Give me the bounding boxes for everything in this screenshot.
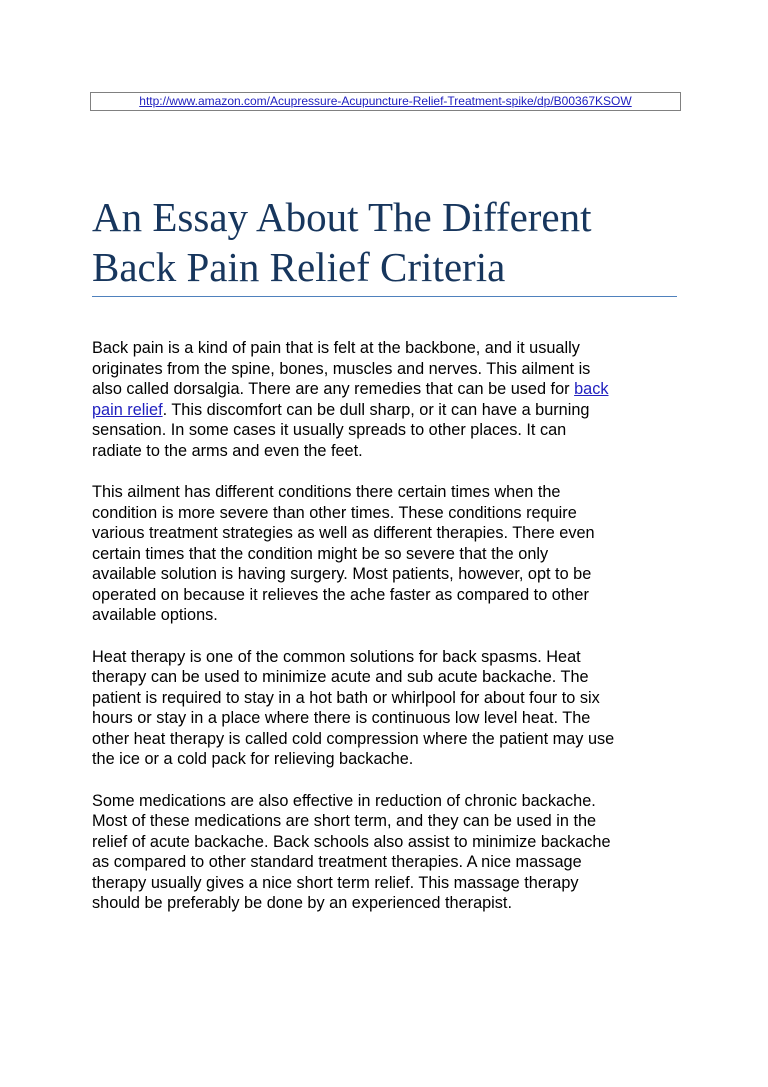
- paragraph-text: . This discomfort can be dull sharp, or it can have a burning: [162, 400, 590, 419]
- url-header-box: [90, 92, 681, 111]
- paragraph-3: [92, 647, 692, 770]
- paragraph-line: the ice or a cold pack for relieving backache.: [92, 750, 414, 768]
- paragraph-line: [92, 400, 692, 421]
- paragraph-line: other heat therapy is called cold compression where the patient may use: [92, 729, 615, 748]
- back-pain-relief-link-continued[interactable]: pain relief: [92, 400, 163, 419]
- paragraph-line: relief of acute backache. Back schools also assist to minimize backache: [92, 832, 611, 851]
- paragraph-line: as compared to other standard treatment therapies. A nice massage: [92, 853, 582, 871]
- paragraph-line: originates from the spine, bones, muscles and nerves. This ailment is: [92, 359, 591, 378]
- paragraph-line: hours or stay in a place where there is continuous low level heat. The: [92, 709, 591, 727]
- paragraph-line: therapy usually gives a nice short term relief. This massage therapy: [92, 873, 579, 892]
- title-line-2: Back Pain Relief Criteria: [92, 244, 506, 290]
- paragraph-4: [92, 791, 692, 914]
- paragraph-line: Back pain is a kind of pain that is felt at the backbone, and it usually: [92, 339, 580, 357]
- paragraph-line: available options.: [92, 606, 218, 624]
- paragraph-line: available solution is having surgery. Most patients, however, opt to be: [92, 565, 592, 583]
- paragraph-line: This ailment has different conditions there certain times when the: [92, 483, 561, 501]
- paragraph-1: [92, 338, 692, 461]
- paragraph-line: should be preferably be done by an experienced therapist.: [92, 894, 512, 912]
- paragraph-line: Some medications are also effective in reduction of chronic backache.: [92, 791, 596, 810]
- paragraph-line: radiate to the arms and even the feet.: [92, 441, 363, 460]
- paragraph-2: [92, 482, 692, 626]
- paragraph-line: operated on because it relieves the ache faster as compared to other: [92, 585, 589, 604]
- paragraph-text: also called dorsalgia. There are any remedies that can be used for: [92, 380, 575, 398]
- paragraph-line: various treatment strategies as well as different therapies. There even: [92, 524, 595, 542]
- title-line-1: An Essay About The Different: [92, 194, 592, 240]
- paragraph-line: sensation. In some cases it usually spreads to other places. It can: [92, 421, 567, 439]
- title-underline-rule: [92, 296, 677, 297]
- paragraph-line: [92, 379, 692, 400]
- page-title: [92, 192, 692, 292]
- back-pain-relief-link[interactable]: back: [574, 380, 609, 398]
- paragraph-line: therapy can be used to minimize acute and sub acute backache. The: [92, 668, 589, 686]
- paragraph-line: condition is more severe than other times. These conditions require: [92, 503, 577, 522]
- paragraph-line: Heat therapy is one of the common solutions for back spasms. Heat: [92, 647, 581, 666]
- amazon-product-link[interactable]: http://www.amazon.com/Acupressure-Acupuncture-Relief-Treatment-spike/dp/B00367KSOW: [139, 94, 632, 108]
- paragraph-line: patient is required to stay in a hot bath or whirlpool for about four to six: [92, 688, 600, 707]
- paragraph-line: Most of these medications are short term, and they can be used in the: [92, 812, 597, 830]
- paragraph-line: certain times that the condition might be so severe that the only: [92, 544, 549, 563]
- essay-body: [92, 338, 692, 935]
